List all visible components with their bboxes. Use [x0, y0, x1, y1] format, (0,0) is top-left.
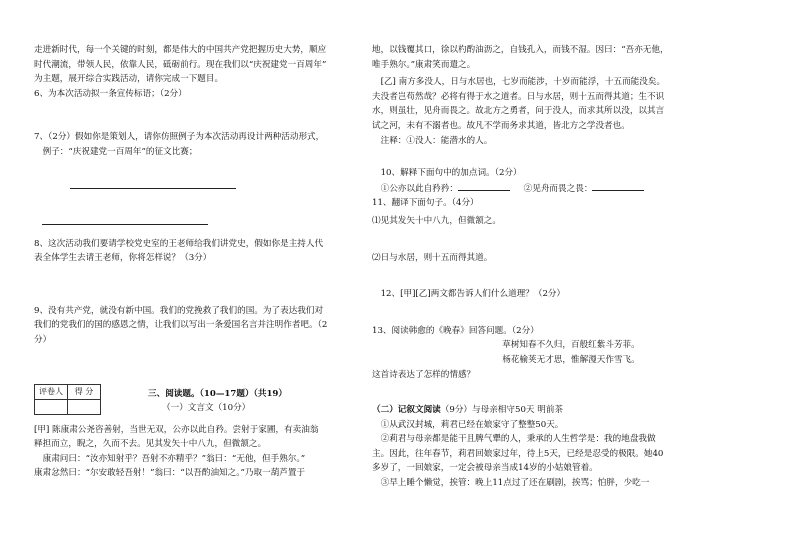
story-para-2-cont-1: 主。因此，往年春节，莉君回娘家过年，待上5天，已经是忍受的极限。她40	[372, 448, 664, 459]
score-blank[interactable]	[68, 400, 101, 415]
left-column	[34, 0, 352, 481]
subsection-1-title: （一）文言文（10分）	[162, 403, 251, 414]
reviewer-cell: 评卷人	[35, 384, 68, 400]
question-8-line-1: 8、这次活动我们要请学校党史室的王老师给我们讲党史，假如你是主持人代	[34, 238, 324, 249]
passage-a-cont-line-1: 地，以钱覆其口，徐以杓酌油沥之，自钱孔入，而钱不湿。因曰：“吾亦无他，	[372, 45, 669, 55]
right-column	[372, 0, 770, 491]
q10-answer-1[interactable]	[458, 181, 510, 191]
section-2-title: （二）记叙文阅读	[372, 405, 441, 416]
q10-item-2-label: ②见舟而畏之	[523, 183, 576, 194]
passage-b-line-4: 试之河，未有不溺者也。故凡不学而务求其道，皆北方之学没者也。	[372, 120, 630, 131]
question-11: 11、翻译下面句子。（4分）	[372, 198, 479, 209]
question-12: 12、[甲][乙]两文都告诉人们什么道理？（2分）	[380, 289, 566, 300]
story-para-2-cont-2: 多岁了，一回娘家，一定会被母亲当成14岁的小姑娘管着。	[372, 463, 598, 474]
passage-a-line-4: 康肃忿然曰：“尔安敢轻吾射！”翁曰：“以吾酌油知之。”乃取一葫芦置于	[34, 468, 306, 479]
section-3-title: 三、阅读题。（10—17题）（共19）	[148, 388, 287, 399]
reviewer-blank[interactable]	[35, 400, 68, 415]
q10-item-1-label: ①公亦以此自矜	[380, 183, 441, 194]
intro-line-2: 时代潮流，带领人民，依靠人民，砥砺前行。现在我们以“庆祝建党一百周年”	[34, 59, 327, 70]
q11-item-2: ⑵日与水居，则十五而得其道。	[372, 252, 493, 263]
question-7-example: 例子：“庆祝建党一百周年”的征文比赛；	[42, 146, 198, 157]
section-2-subtitle: （9分）与母亲相守50天 明前茶	[440, 405, 564, 416]
intro-line-3: 为主题，展开综合实践活动，请你完成一下题目。	[34, 74, 224, 85]
poem-line-1: 草树知春不久归，百般红紫斗芳菲。	[502, 340, 640, 351]
question-9-line-2: 我们的党我们的国的感恩之情，让我们以写出一条爱国名言并注明作者吧。（2	[34, 320, 328, 331]
passage-a-line-3: 康肃问曰：“汝亦知射乎？吾射不亦精乎？”翁曰：“无他，但手熟尔。”	[42, 453, 306, 464]
question-9-line-3: 分）	[34, 334, 52, 345]
passage-a-line-1: [甲] 陈康肃公尧咨善射，当世无双，公亦以此自矜。尝射于家圃，有卖油翁	[34, 424, 319, 435]
intro-line-1: 走进新时代，每一个关键的时刻，都是伟大的中国共产党把握历史大势，顺应	[34, 45, 327, 55]
score-table	[34, 384, 101, 416]
q10-item-1-word: 矜：	[440, 183, 458, 194]
score-cell-label: 得 分	[68, 384, 101, 400]
passage-b-line-2: 夫没者岂苟然哉？必将有得于水之道者。日与水居，则十五而得其道；生不识	[372, 91, 665, 102]
section-2-heading	[372, 403, 770, 418]
q10-item-2-word: 畏：	[575, 183, 593, 194]
question-13-ask: 这首诗表达了怎样的情感？	[372, 369, 476, 380]
q10-answer-2[interactable]	[592, 181, 644, 191]
q11-item-1: ⑴见其发矢十中八九，但微颔之。	[372, 215, 501, 226]
passage-a-line-2: 释担而立，睨之，久而不去。见其发矢十中八九，但微颔之。	[34, 439, 267, 450]
story-para-1: ①从武汉封城，莉君已经在娘家守了整整50天。	[380, 419, 564, 430]
footnote: 注释：①没人：能潜水的人。	[380, 135, 493, 146]
poem-line-2: 杨花榆荚无才思，惟解漫天作雪飞。	[502, 354, 640, 365]
passage-a-cont-line-2: 唯手熟尔。”康肃笑而遣之。	[372, 59, 476, 70]
story-para-3: ③早上睡个懒觉，挨管：晚上11点过了还在刷剧，挨骂；怕胖，少吃一	[380, 478, 650, 489]
question-10: 10、解释下面句中的加点词。（2分）	[380, 168, 522, 179]
story-para-2: ②莉君与母亲都是能干且脾气犟的人，秉承的人生哲学是：我的地盘我做	[380, 434, 656, 445]
question-13: 13、阅读韩愈的《晚春》回答问题。（2分）	[372, 325, 539, 336]
passage-b-line-3: 水，则虽壮，见舟而畏之。故北方之勇者，问于没人，而求其所以没，以其言	[372, 106, 665, 117]
question-7-line-1: 7、（2分）假如你是策划人，请你仿照例子为本次活动再设计两种活动形式，	[34, 132, 325, 143]
question-9-line-1: 9、没有共产党，就没有新中国。我们的党挽救了我们的国。为了表达我们对	[34, 305, 324, 316]
question-10-items	[372, 181, 770, 197]
passage-b-line-1: [乙] 南方多没人，日与水居也，七岁而能涉，十岁而能浮，十五而能没矣。	[380, 77, 666, 88]
question-8-line-2: 表全体学生去请王老师，你将怎样说？（3分）	[34, 253, 212, 264]
question-6: 6、为本次活动拟一条宣传标语；（2分）	[34, 88, 187, 99]
